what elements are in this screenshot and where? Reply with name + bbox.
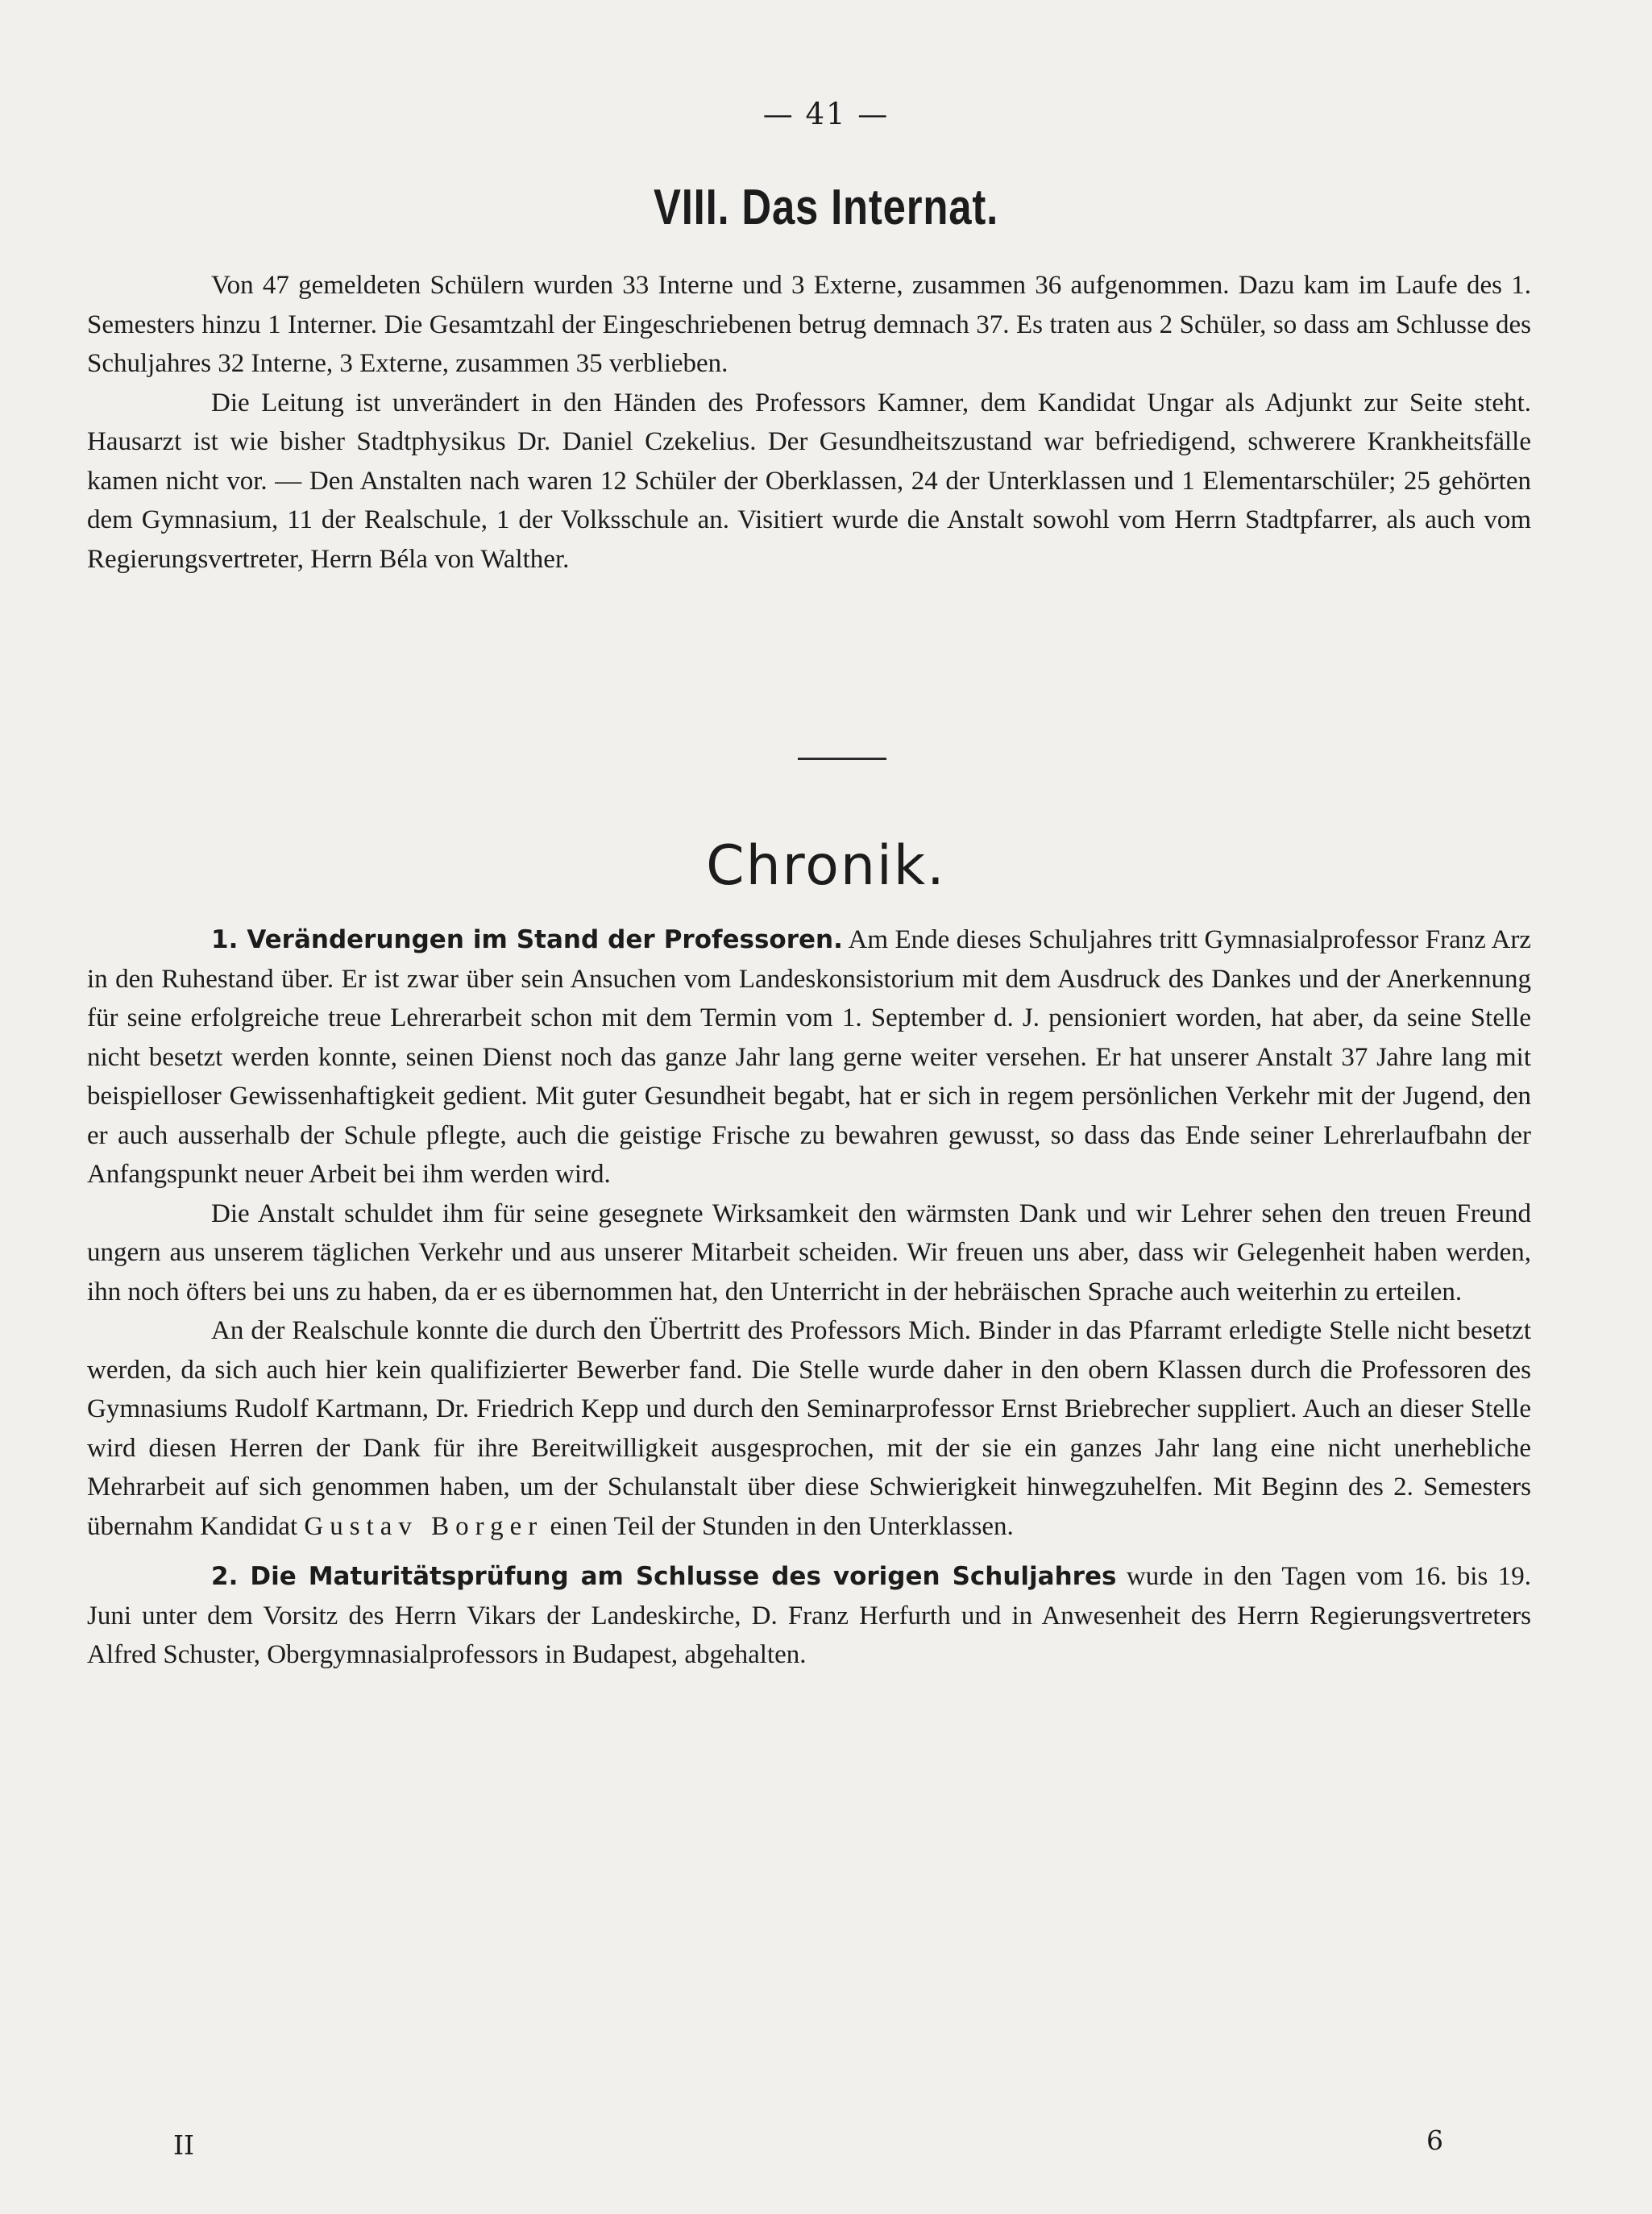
chronik-item-2-lead: 2. Die Maturitätsprüfung am Schlusse des vorigen Schuljahres (211, 1562, 1117, 1591)
chronik-item-1-paragraph-3-start: An der Realschule konnte die durch den Übertritt des Professors Mich. Binder in das Pfarramt erledigte Stelle nicht besetzt werden, da sich auch hier kein qualifizierter Bewerber fand. Die Stelle wurde daher in den obern Klassen durch die Professoren des Gymnasiums Rudolf Kartmann, Dr. Friedrich Kepp und durch den Seminarprofessor Ernst Briebrecher suppliert. Auch an dieser Stelle wird diesen Herren der Dank für ihre Bereitwilligkeit ausgesprochen, mit der sie ein ganzes Jahr lang eine nicht unerhebliche Mehrarbeit auf sich genommen haben, um der Schulanstalt über diese Schwierigkeit hinwegzuhelfen. Mit Beginn des 2. Semesters übernahm Kandidat (87, 1316, 1531, 1541)
chronik-item-1-paragraph-3 (87, 1311, 1531, 1546)
footer-signature-mark: II (173, 2129, 195, 2161)
chronik-item-1-paragraph-3-end: einen Teil der Stunden in den Unterklassen. (550, 1511, 1014, 1541)
section-heading-internat: VIII. Das Internat. (653, 180, 999, 235)
footer-sheet-number: 6 (1426, 2125, 1443, 2156)
chronik-item-1-paragraph-2: Die Anstalt schuldet ihm für seine gesegnete Wirksamkeit den wärmsten Dank und wir Lehrer sehen den treuen Freund ungern aus unserem täglichen Verkehr und aus unserer Mitarbeit scheiden. Wir freuen uns aber, dass wir Gelegenheit haben werden, ihn noch öfters bei uns zu haben, da er es übernommen hat, den Unterricht in der hebräischen Sprache auch weiterhin zu erteilen. (87, 1198, 1531, 1306)
chronik-section (87, 920, 1531, 1675)
internat-paragraph-2: Die Leitung ist unverändert in den Händen des Professors Kamner, dem Kandidat Ungar als Adjunkt zur Seite steht. Hausarzt ist wie bisher Stadtphysikus Dr. Daniel Czekelius. Der Gesundheitszustand war befriedigend, schwerere Krankheitsfälle kamen nicht vor. — Den Anstalten nach waren 12 Schüler der Oberklassen, 24 der Unterklassen und 1 Elementarschüler; 25 gehörten dem Gymnasium, 11 der Realschule, 1 der Volksschule an. Visitiert wurde die Anstalt sowohl vom Herrn Stadtpfarrer, als auch vom Regierungsvertreter, Herrn Béla von Walther. (87, 388, 1531, 574)
chronik-item-1-text: Am Ende dieses Schuljahres tritt Gymnasialprofessor Franz Arz in den Ruhestand über. Er ist zwar über sein Ansuchen vom Landeskonsistorium mit dem Ausdruck des Dankes und der Anerkennung für seine erfolgreiche treue Lehrerarbeit schon mit dem Termin vom 1. September d. J. pensioniert worden, hat aber, da seine Stelle nicht besetzt werden konnte, seinen Dienst noch das ganze Jahr lang gerne weiter versehen. Er hat unserer Anstalt 37 Jahre lang mit beispielloser Gewissenhaftigkeit gedient. Mit guter Gesundheit begabt, hat er sich in regem persönlichen Verkehr mit der Jugend, den er auch ausserhalb der Schule pflegte, auch die geistige Frische zu bewahren gewusst, so dass das Ende seiner Lehrerlaufbahn der Anfangspunkt neuer Arbeit bei ihm werden wird. (87, 925, 1531, 1189)
page-number: — 41 — (762, 97, 890, 131)
section-divider (798, 758, 886, 760)
chronik-item-2 (87, 1557, 1531, 1675)
chronik-item-1 (87, 920, 1531, 1194)
chronik-item-1-lead: 1. Veränderungen im Stand der Professoren. (211, 925, 843, 954)
internat-paragraph-1: Von 47 gemeldeten Schülern wurden 33 Interne und 3 Externe, zusammen 36 aufgenommen. Dazu kam im Laufe des 1. Semesters hinzu 1 Interner. Die Gesamtzahl der Eingeschriebenen betrug demnach 37. Es traten aus 2 Schüler, so dass am Schlusse des Schuljahres 32 Interne, 3 Externe, zusammen 35 verblieben. (87, 271, 1531, 378)
chronik-heading: Chronik. (706, 834, 946, 898)
candidate-name: Gustav Borger (304, 1511, 544, 1541)
internat-section (87, 266, 1531, 579)
chronik-item-2-text: wurde in den Tagen vom 16. bis 19. Juni unter dem Vorsitz des Herrn Vikars der Landeskirche, D. Franz Herfurth und in Anwesenheit des Herrn Regierungsvertreters Alfred Schuster, Obergymnasialprofessors in Budapest, abgehalten. (87, 1562, 1532, 1669)
